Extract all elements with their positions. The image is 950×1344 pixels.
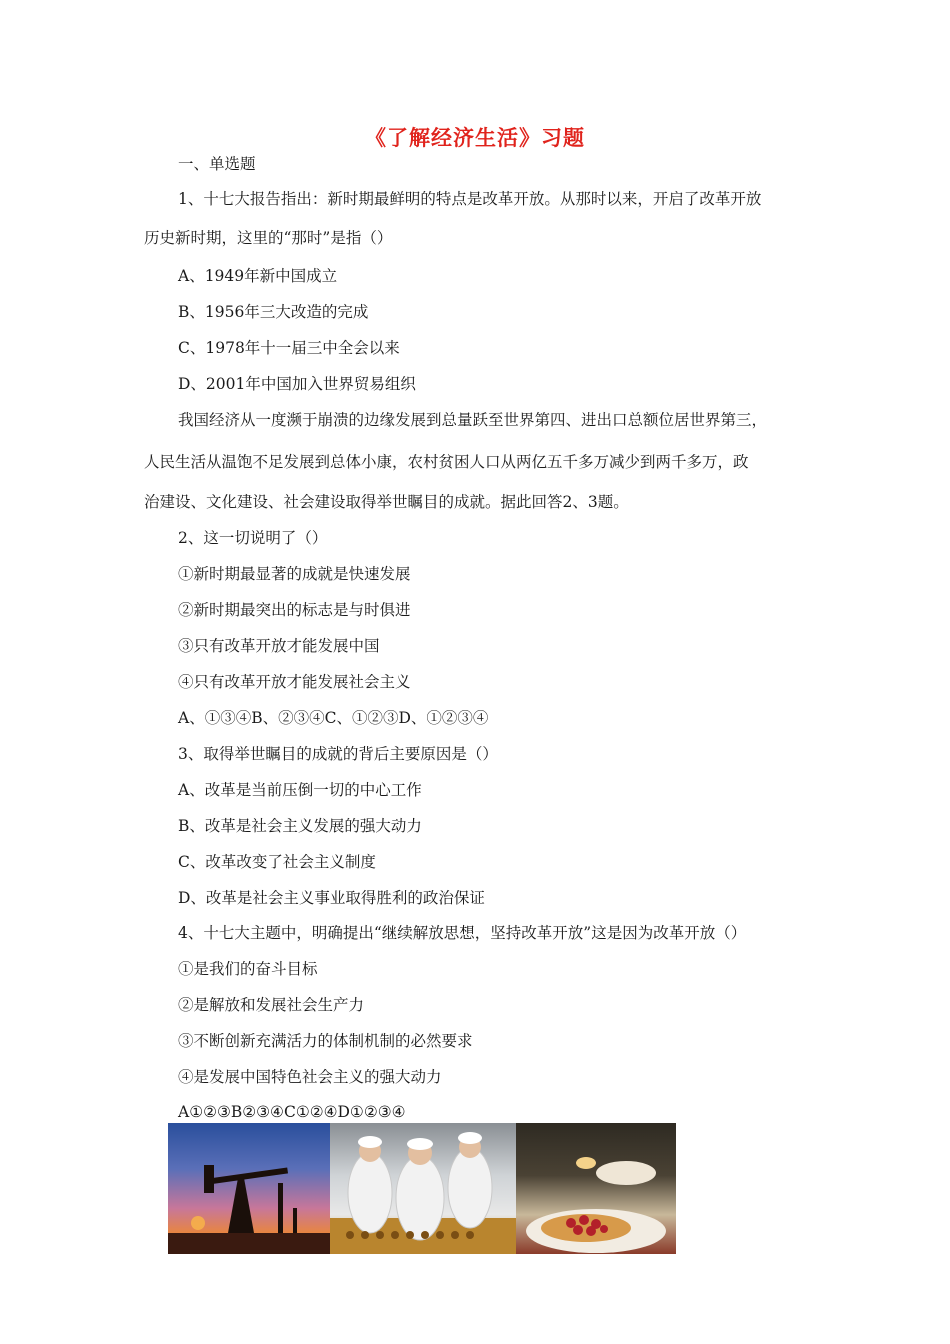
- photo-strip: [168, 1123, 676, 1254]
- text-line: 治建设、文化建设、社会建设取得举世瞩目的成就。据此回答2、3题。: [144, 493, 629, 511]
- text-line: 3、取得举世瞩目的成就的背后主要原因是（）: [178, 745, 498, 763]
- oil-pump-photo: [168, 1123, 330, 1254]
- text-line: ③只有改革开放才能发展中国: [178, 637, 380, 655]
- text-line: 我国经济从一度濒于崩溃的边缘发展到总量跃至世界第四、进出口总额位居世界第三，: [178, 411, 768, 429]
- text-line: ②是解放和发展社会生产力: [178, 996, 365, 1014]
- text-line: ①是我们的奋斗目标: [178, 960, 318, 978]
- text-line: 人民生活从温饱不足发展到总体小康，农村贫困人口从两亿五千多万减少到两千多万，政: [144, 453, 749, 471]
- text-line: B、1956年三大改造的完成: [178, 303, 369, 321]
- text-line: C、改革改变了社会主义制度: [178, 853, 376, 871]
- text-line: ④是发展中国特色社会主义的强大动力: [178, 1068, 442, 1086]
- text-line: ③不断创新充满活力的体制机制的必然要求: [178, 1032, 473, 1050]
- text-line: D、2001年中国加入世界贸易组织: [178, 375, 416, 393]
- text-line: A、改革是当前压倒一切的中心工作: [178, 781, 422, 799]
- text-line: ②新时期最突出的标志是与时俱进: [178, 601, 411, 619]
- text-line: 一、单选题: [178, 155, 256, 173]
- text-line: ④只有改革开放才能发展社会主义: [178, 673, 411, 691]
- text-line: A①②③B②③④C①②④D①②③④: [178, 1103, 406, 1121]
- text-line: B、改革是社会主义发展的强大动力: [178, 817, 422, 835]
- document-title: 《了解经济生活》习题: [365, 125, 585, 150]
- text-line: C、1978年十一届三中全会以来: [178, 339, 400, 357]
- text-line: A、1949年新中国成立: [178, 267, 338, 285]
- text-line: D、改革是社会主义事业取得胜利的政治保证: [178, 889, 485, 907]
- workers-photo: [330, 1123, 516, 1254]
- text-line: 4、十七大主题中，明确提出“继续解放思想，坚持改革开放”这是因为改革开放（）: [178, 924, 747, 942]
- text-line: ①新时期最显著的成就是快速发展: [178, 565, 411, 583]
- text-line: 1、十七大报告指出：新时期最鲜明的特点是改革开放。从那时以来，开启了改革开放: [178, 190, 762, 208]
- text-line: 2、这一切说明了（）: [178, 529, 328, 547]
- dessert-photo: [516, 1123, 676, 1254]
- text-line: 历史新时期，这里的“那时”是指（）: [144, 229, 393, 247]
- text-line: A、①③④B、②③④C、①②③D、①②③④: [178, 709, 489, 727]
